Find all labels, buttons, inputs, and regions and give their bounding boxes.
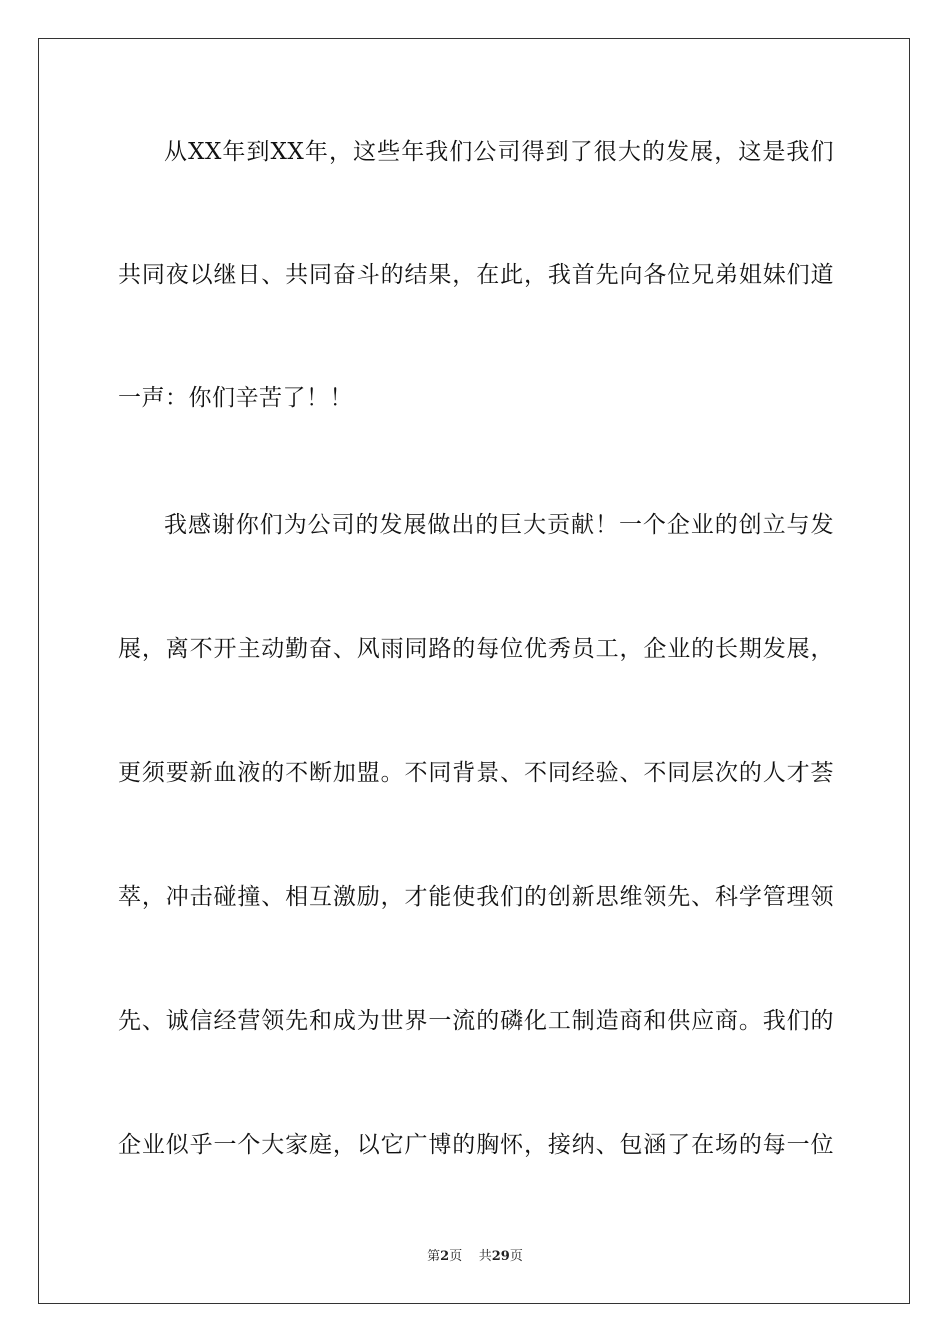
total-prefix: 共 (478, 1249, 492, 1264)
paragraph-2-line-4: 萃，冲击碰撞、相互激励，才能使我们的创新思维领先、科学管理领 (118, 884, 834, 910)
page-border (38, 38, 910, 1304)
page-unit: 页 (449, 1249, 463, 1264)
paragraph-2-line-1: 我感谢你们为公司的发展做出的巨大贡献！一个企业的创立与发 (164, 512, 834, 538)
paragraph-2-line-2: 展，离不开主动勤奋、风雨同路的每位优秀员工，企业的长期发展， (118, 636, 834, 662)
total-unit: 页 (509, 1249, 523, 1264)
paragraph-1-line-3: 一声：你们辛苦了！！ (118, 385, 353, 411)
total-pages: 29 (491, 1249, 510, 1264)
paragraph-1-line-2: 共同夜以继日、共同奋斗的结果，在此，我首先向各位兄弟姐妹们道 (118, 262, 834, 288)
page-prefix: 第 (427, 1249, 441, 1264)
paragraph-2-line-3: 更须要新血液的不断加盟。不同背景、不同经验、不同层次的人才荟 (118, 760, 834, 786)
page-number: 2 (440, 1249, 450, 1264)
page-footer (0, 1248, 950, 1266)
paragraph-2-line-6: 企业似乎一个大家庭，以它广博的胸怀，接纳、包涵了在场的每一位 (118, 1132, 834, 1158)
paragraph-2-line-5: 先、诚信经营领先和成为世界一流的磷化工制造商和供应商。我们的 (118, 1008, 834, 1034)
paragraph-1-line-1: 从XX年到XX年，这些年我们公司得到了很大的发展，这是我们 (164, 139, 834, 165)
